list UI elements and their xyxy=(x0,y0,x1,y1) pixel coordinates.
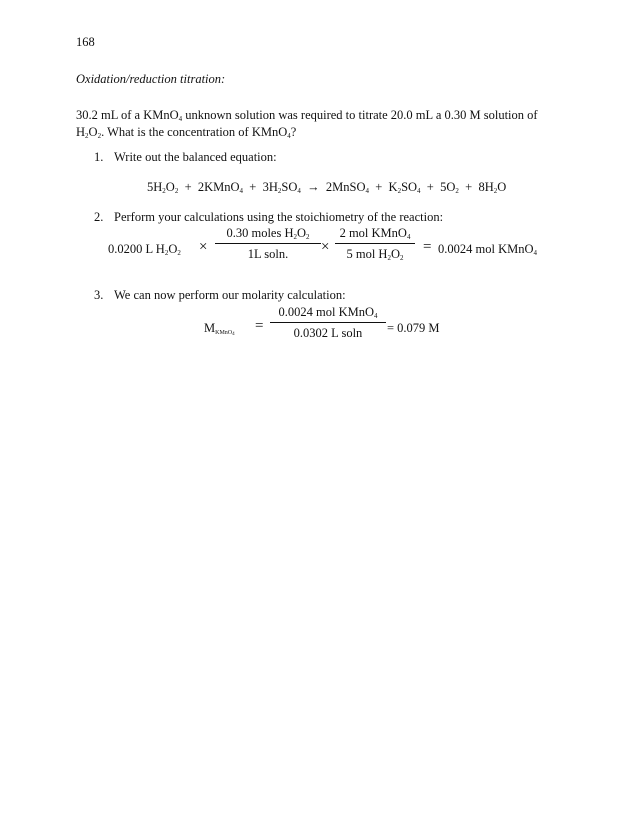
step-2-number: 2. xyxy=(94,210,104,224)
fraction-2-denominator: 5 mol $H_2O_2$ xyxy=(346,247,404,262)
equals-sign: = xyxy=(423,239,432,255)
fraction-bar xyxy=(335,243,415,244)
molarity-denominator: 0.0302 L soln xyxy=(293,326,363,340)
problem-line-2: $H_2O_2$. What is the concentration of KMnO$_4$? xyxy=(76,125,297,140)
fraction-2-numerator: 2 mol KMnO$_4$ xyxy=(339,226,411,241)
page-number: 168 xyxy=(76,35,95,49)
step-1-number: 1. xyxy=(94,150,104,164)
molarity-equals-sign: = xyxy=(255,318,264,334)
step-2-text: Perform your calculations using the stoichiometry of the reaction: xyxy=(114,210,444,224)
balanced-equation: $5H_2O_2$ + 2KMnO$_4$ + $3H_2SO_4$ → 2MnSO$_4$ + $K_2SO_4 + 5O_2 + 8H_2O$ xyxy=(147,180,507,195)
step-1-text: Write out the balanced equation: xyxy=(114,150,277,164)
molarity-result: = 0.079 M xyxy=(387,321,440,335)
molarity-fraction xyxy=(270,305,386,341)
fraction-1-denominator: 1L soln. xyxy=(247,247,289,261)
times-sign-2: × xyxy=(321,239,330,255)
step-3-text: We can now perform our molarity calculation: xyxy=(114,288,346,302)
fraction-bar xyxy=(215,243,321,244)
fraction-bar xyxy=(270,322,386,323)
stoich-start: 0.0200 L $H_2O_2$ xyxy=(108,242,181,257)
fraction-mole-ratio xyxy=(335,226,415,262)
step-3-number: 3. xyxy=(94,288,104,302)
stoich-result: 0.0024 mol KMnO$_4$ xyxy=(438,242,537,257)
times-sign-1: × xyxy=(199,239,208,255)
fraction-h2o2-molarity xyxy=(215,226,321,262)
fraction-1-numerator: 0.30 moles $H_2O_2$ xyxy=(226,226,310,241)
molarity-numerator: 0.0024 mol KMnO$_4$ xyxy=(278,305,378,320)
problem-line-1: 30.2 mL of a KMnO$_4$ unknown solution was required to titrate 20.0 mL a 0.30 M solution of xyxy=(76,108,538,123)
molarity-lhs: $M_{KMnO4}$ xyxy=(204,321,235,337)
section-title: Oxidation/reduction titration: xyxy=(76,72,226,86)
